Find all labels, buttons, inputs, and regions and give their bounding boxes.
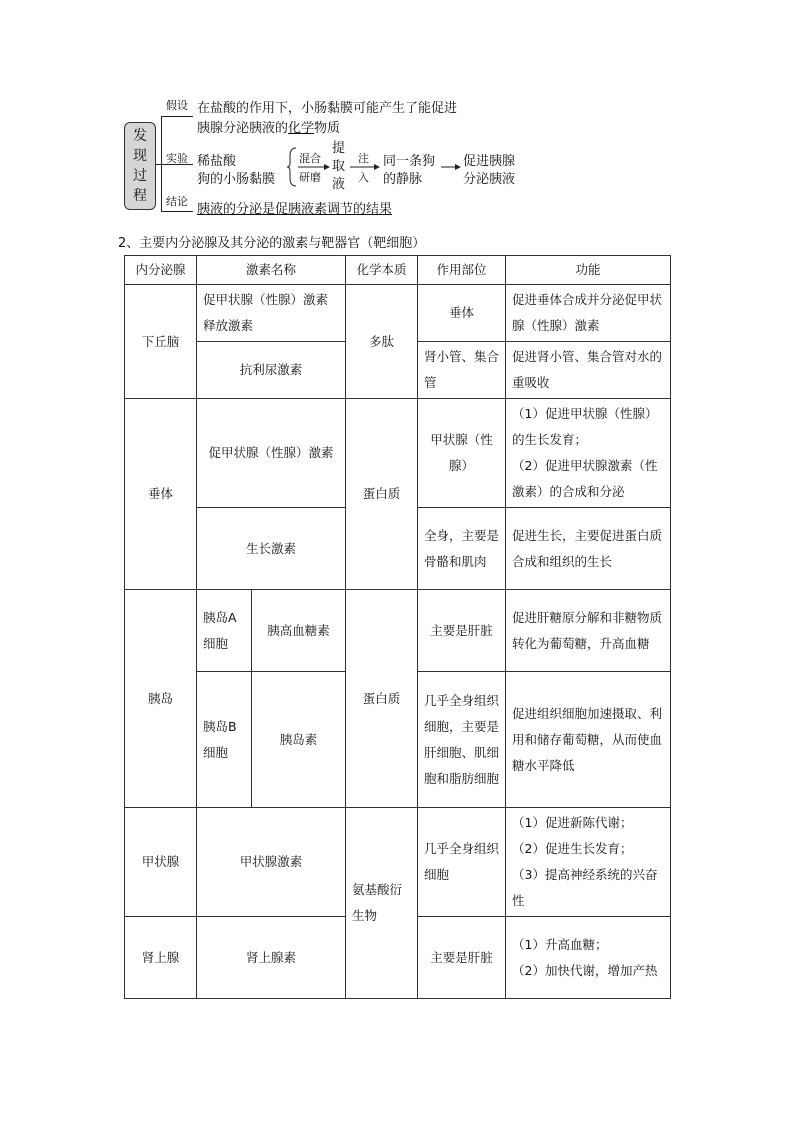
table-row bbox=[125, 590, 671, 672]
site-cell: 肾小管、集合管 bbox=[418, 342, 506, 399]
cell-type-cell: 胰岛A细胞 bbox=[197, 590, 252, 672]
result-line1: 促进胰腺 bbox=[463, 154, 516, 169]
table-row bbox=[125, 399, 671, 508]
function-line: （2）促进甲状腺激素（性激素）的合成和分泌 bbox=[512, 458, 658, 499]
experiment-item1-line1: 稀盐酸 bbox=[197, 154, 237, 169]
function-line: （2）促进生长发育； bbox=[512, 841, 633, 856]
function-line: （1）促进新陈代谢； bbox=[512, 815, 633, 830]
gland-cell: 胰岛 bbox=[125, 590, 197, 808]
table-row bbox=[125, 808, 671, 917]
function-cell bbox=[506, 399, 671, 508]
table-row bbox=[125, 285, 671, 342]
hormone-cell: 促甲状腺（性腺）激素 bbox=[197, 399, 346, 508]
hormone-cell: 胰岛素 bbox=[252, 672, 346, 808]
site-cell: 甲状腺（性腺） bbox=[418, 399, 506, 508]
function-cell bbox=[506, 808, 671, 917]
function-line: （3）提高神经系统的兴奋性 bbox=[512, 867, 658, 908]
function-cell bbox=[506, 917, 671, 999]
mix-label-line2: 研磨 bbox=[299, 171, 321, 184]
hormone-cell: 生长激素 bbox=[197, 508, 346, 590]
gland-cell: 肾上腺 bbox=[125, 917, 197, 999]
dog-vein-line2: 的静脉 bbox=[383, 172, 423, 187]
function-cell: 促进肾小管、集合管对水的重吸收 bbox=[506, 342, 671, 399]
hypothesis-label: 假设 bbox=[166, 99, 188, 112]
dog-vein-line1: 同一条狗 bbox=[383, 154, 436, 169]
hypothesis-text-line1: 在盐酸的作用下，小肠黏膜可能产生了能促进 bbox=[197, 101, 458, 116]
cell-type-cell: 胰岛B细胞 bbox=[197, 672, 252, 808]
branch-bottom bbox=[161, 211, 193, 212]
hormone-cell: 抗利尿激素 bbox=[197, 342, 346, 399]
site-cell: 垂体 bbox=[418, 285, 506, 342]
site-cell: 主要是肝脏 bbox=[418, 917, 506, 999]
function-cell: 促进组织细胞加速摄取、利用和储存葡萄糖，从而使血糖水平降低 bbox=[506, 672, 671, 808]
site-cell: 主要是肝脏 bbox=[418, 590, 506, 672]
conclusion-label: 结论 bbox=[166, 195, 188, 208]
nature-cell: 多肽 bbox=[346, 285, 418, 399]
box-char: 程 bbox=[133, 188, 147, 204]
nature-cell: 氨基酸衍生物 bbox=[346, 808, 418, 999]
mix-label-line1: 混合 bbox=[299, 152, 321, 165]
hypothesis-prefix: 胰腺分泌胰液的 bbox=[197, 121, 289, 136]
nature-cell: 蛋白质 bbox=[346, 399, 418, 590]
gland-cell: 垂体 bbox=[125, 399, 197, 590]
site-cell: 几乎全身组织细胞 bbox=[418, 808, 506, 917]
result-line2: 分泌胰液 bbox=[463, 172, 516, 187]
arrow-icon bbox=[441, 163, 461, 171]
function-cell: 促进垂体合成并分泌促甲状腺（性腺）激素 bbox=[506, 285, 671, 342]
hypothesis-suffix: 物质 bbox=[314, 121, 341, 136]
conclusion-text: 胰液的分泌是促胰液素调节的结果 bbox=[197, 202, 393, 217]
site-cell: 几乎全身组织细胞，主要是肝细胞、肌细胞和脂肪细胞 bbox=[418, 672, 506, 808]
site-cell: 全身，主要是骨骼和肌肉 bbox=[418, 508, 506, 590]
function-line: （2）加快代谢，增加产热 bbox=[512, 962, 658, 978]
experiment-item1-line2: 狗的小肠黏膜 bbox=[197, 172, 276, 187]
header-site: 作用部位 bbox=[418, 256, 506, 285]
hypothesis-underlined: 化学 bbox=[288, 121, 315, 136]
gland-cell: 甲状腺 bbox=[125, 808, 197, 917]
box-char: 过 bbox=[133, 168, 147, 184]
branch-top bbox=[161, 116, 193, 117]
function-cell: 促进肝糖原分解和非糖物质转化为葡萄糖，升高血糖 bbox=[506, 590, 671, 672]
section-title: 2、主要内分泌腺及其分泌的激素与靶器官（靶细胞） bbox=[118, 236, 426, 251]
hormone-table bbox=[124, 255, 671, 999]
extract-char: 取 bbox=[332, 159, 346, 174]
hormone-cell: 甲状腺激素 bbox=[197, 808, 346, 917]
header-function: 功能 bbox=[506, 256, 671, 285]
nature-cell: 蛋白质 bbox=[346, 590, 418, 808]
hormone-cell: 肾上腺素 bbox=[197, 917, 346, 999]
extract-text bbox=[332, 140, 348, 194]
gland-cell: 下丘脑 bbox=[125, 285, 197, 399]
brace-icon bbox=[286, 146, 298, 188]
header-hormone: 激素名称 bbox=[197, 256, 346, 285]
arrow-icon bbox=[350, 163, 380, 171]
discovery-process-box bbox=[124, 122, 156, 210]
hormone-cell: 胰高血糖素 bbox=[252, 590, 346, 672]
box-char: 现 bbox=[133, 148, 147, 164]
arrow-icon bbox=[298, 163, 330, 171]
function-line: （1）升高血糖； bbox=[512, 936, 608, 952]
function-line: （1）促进甲状腺（性腺）的生长发育； bbox=[512, 406, 658, 447]
extract-char: 提 bbox=[332, 141, 346, 156]
extract-char: 液 bbox=[332, 177, 346, 192]
header-nature: 化学本质 bbox=[346, 256, 418, 285]
table-header-row bbox=[125, 256, 671, 285]
inject-label-line2: 入 bbox=[358, 171, 369, 184]
hypothesis-text-line2 bbox=[197, 117, 340, 136]
header-gland: 内分泌腺 bbox=[125, 256, 197, 285]
box-char: 发 bbox=[133, 128, 147, 144]
experiment-label: 实验 bbox=[166, 152, 188, 165]
hormone-cell: 促甲状腺（性腺）激素释放激素 bbox=[197, 285, 346, 342]
function-cell: 促进生长，主要促进蛋白质合成和组织的生长 bbox=[506, 508, 671, 590]
inject-label-line1: 注 bbox=[358, 152, 369, 165]
